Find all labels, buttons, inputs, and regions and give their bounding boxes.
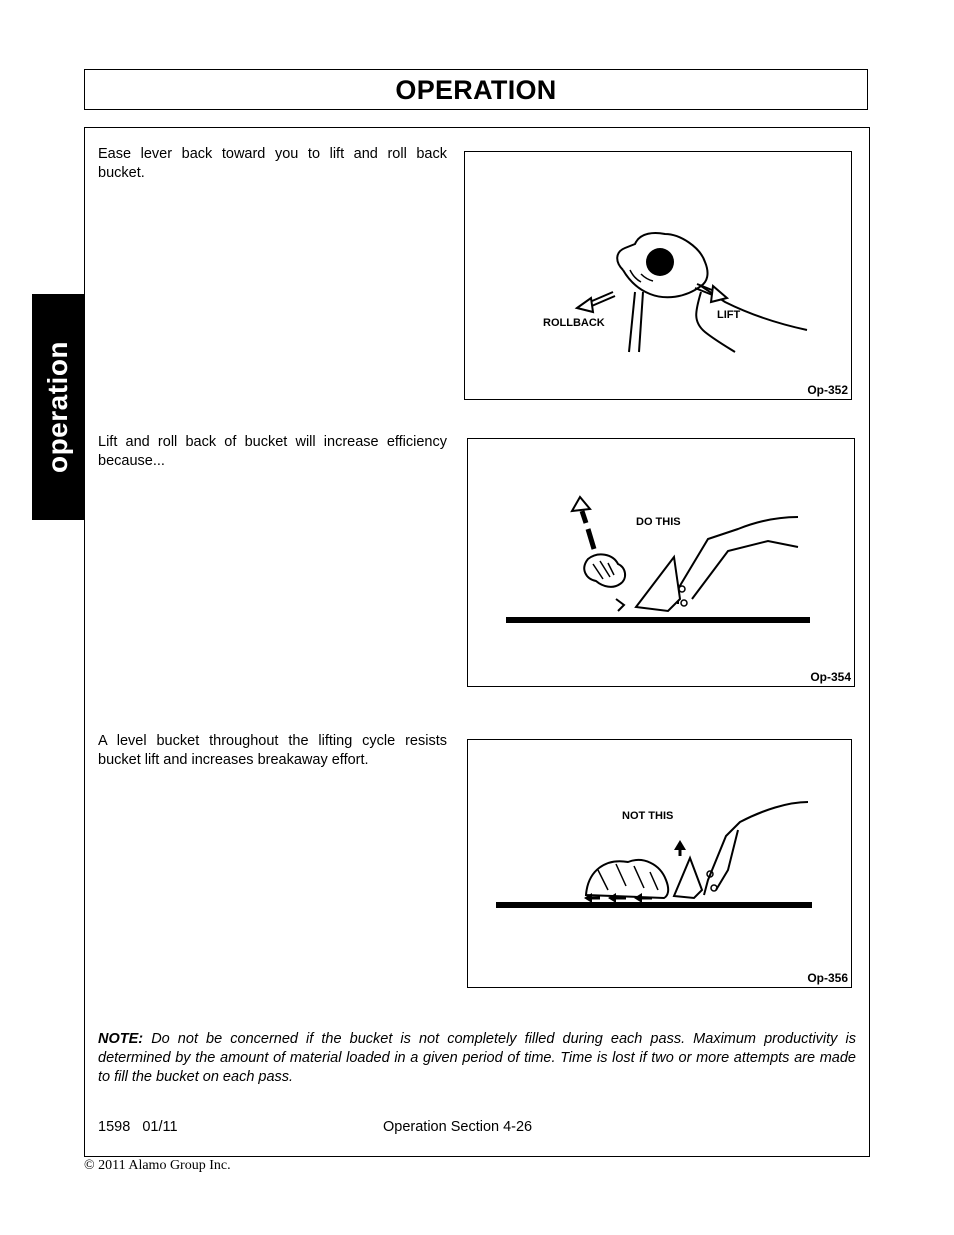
header-box xyxy=(84,69,868,110)
not-this-illustration xyxy=(468,740,853,989)
figure-id: Op-352 xyxy=(807,383,848,397)
rollback-label: ROLLBACK xyxy=(543,317,605,329)
footer-doc-id: 1598 01/11 xyxy=(98,1119,178,1135)
figure-op-352 xyxy=(464,151,852,400)
not-this-label: NOT THIS xyxy=(622,810,674,822)
footer-section: Operation Section 4-26 xyxy=(383,1119,533,1135)
lever-hand-illustration xyxy=(465,152,853,401)
figure-op-356 xyxy=(467,739,852,988)
figure-id: Op-356 xyxy=(807,971,848,985)
instruction-text-3: A level bucket throughout the lifting cycle resists bucket lift and increases breakaway effort. xyxy=(98,733,447,768)
instruction-text-2: Lift and roll back of bucket will increase efficiency because... xyxy=(98,434,447,469)
lift-label: LIFT xyxy=(717,309,741,321)
instruction-text-1: Ease lever back toward you to lift and roll back bucket. xyxy=(98,146,447,181)
figure-op-354 xyxy=(467,438,855,687)
figure-id: Op-354 xyxy=(810,670,851,684)
side-tab xyxy=(32,294,84,520)
note-label: NOTE: xyxy=(98,1031,144,1047)
page-title: OPERATION xyxy=(395,75,557,105)
note-text: Do not be concerned if the bucket is not completely filled during each pass. Maximum productivity is determined by the amount of material loaded in a given period of time. Time is lost if two or more attempts are made to fill the bucket on each pass. xyxy=(98,1031,856,1085)
copyright: © 2011 Alamo Group Inc. xyxy=(84,1158,231,1173)
side-tab-label: operation xyxy=(42,340,73,474)
note-paragraph xyxy=(98,1030,856,1087)
do-this-illustration xyxy=(468,439,856,688)
do-this-label: DO THIS xyxy=(636,516,681,528)
